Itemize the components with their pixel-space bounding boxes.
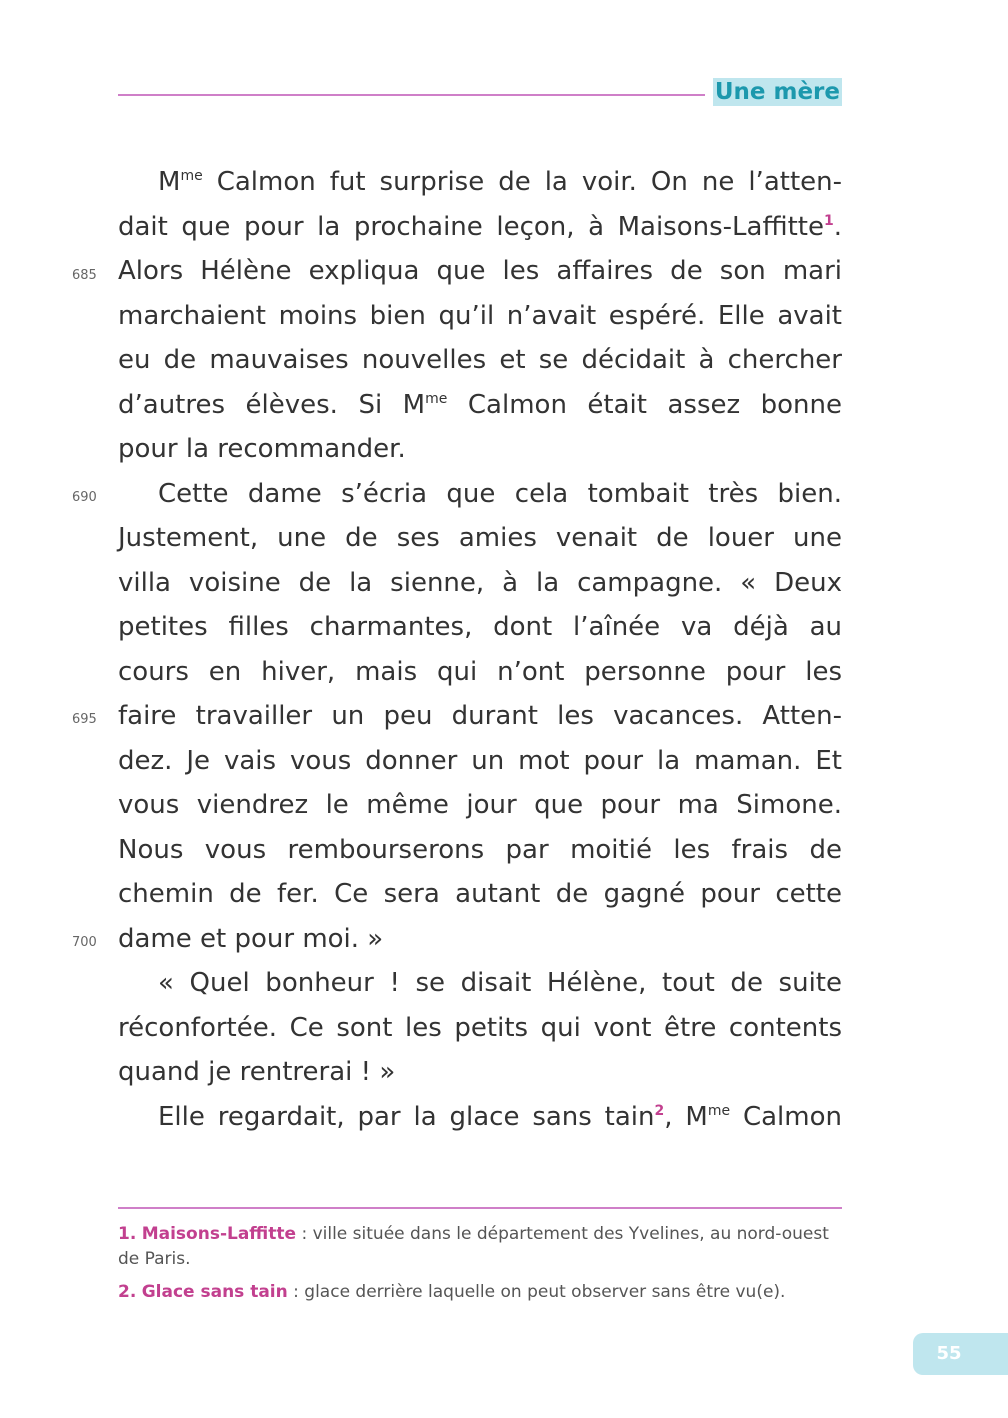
text-line: eu de mauvaises nouvelles et se décidait à chercher [118, 345, 842, 375]
text-line: « Quel bonheur ! se disait Hélène, tout de suite [158, 968, 842, 998]
page-number: 55 [936, 1343, 962, 1364]
text-line: Cette dame s’écria que cela tombait très bien. [158, 478, 842, 509]
text-line: petites filles charmantes, dont l’aînée va déjà au [118, 612, 842, 642]
text-line: $M^{me}$ Calmon fut surprise de la voir. On ne l’atten- [158, 167, 842, 197]
line-number: 690 [72, 490, 97, 505]
body-text [118, 160, 842, 1139]
line-number: 695 [72, 712, 97, 727]
page-number-tab [913, 1333, 1008, 1375]
footnote-ref[interactable]: 1 [823, 212, 834, 229]
footnote-rule [118, 1207, 842, 1209]
text-line: chemin de fer. Ce sera autant de gagné pour cette [118, 879, 842, 909]
footnote-term: Glace sans tain [141, 1282, 288, 1302]
line-number: 685 [72, 268, 97, 283]
footnote-term: Maisons-Laffitte [141, 1224, 297, 1244]
text-line: faire travailler un peu durant les vacances. Atten- [118, 701, 842, 731]
footnotes [118, 1222, 842, 1313]
text-line: dait que pour la prochaine leçon, à Maisons-Laffitte$^1$. [118, 211, 842, 242]
text-line: Elle regardait, par la glace sans tain$^2$, $M^{me}$ Calmon [158, 1101, 842, 1132]
chapter-title: Une mère [714, 79, 840, 105]
text-line: vous viendrez le même jour que pour ma Simone. [118, 790, 842, 820]
text-line: Alors Hélène expliqua que les affaires de son mari [118, 256, 842, 286]
footnote-ref[interactable]: 2 [654, 1102, 665, 1119]
text-line: dame et pour moi. » [118, 923, 384, 954]
text-line: Nous vous rembourserons par moitié les frais de [118, 834, 842, 865]
text-line: réconfortée. Ce sont les petits qui vont être contents [118, 1012, 842, 1043]
text-line: cours en hiver, mais qui n’ont personne pour les [118, 656, 842, 687]
header-rule [118, 94, 705, 96]
text-line: d’autres élèves. Si $M^{me}$ Calmon était assez bonne [118, 389, 843, 420]
footnote: 1. Maisons-Laffitte : ville située dans le département des Yvelines, au nord-ouest de Paris. [118, 1224, 829, 1269]
text-line: marchaient moins bien qu’il n’avait espéré. Elle avait [118, 300, 842, 331]
text-line: dez. Je vais vous donner un mot pour la maman. Et [118, 745, 842, 776]
line-number: 700 [72, 935, 97, 950]
footnote: 2. Glace sans tain : glace derrière laquelle on peut observer sans être vu(e). [118, 1282, 786, 1302]
text-line: quand je rentrerai ! » [118, 1057, 396, 1087]
text-line: pour la recommander. [118, 434, 406, 464]
text-line: villa voisine de la sienne, à la campagne. « Deux [118, 567, 842, 598]
text-line: Justement, une de ses amies venait de louer une [118, 523, 842, 553]
